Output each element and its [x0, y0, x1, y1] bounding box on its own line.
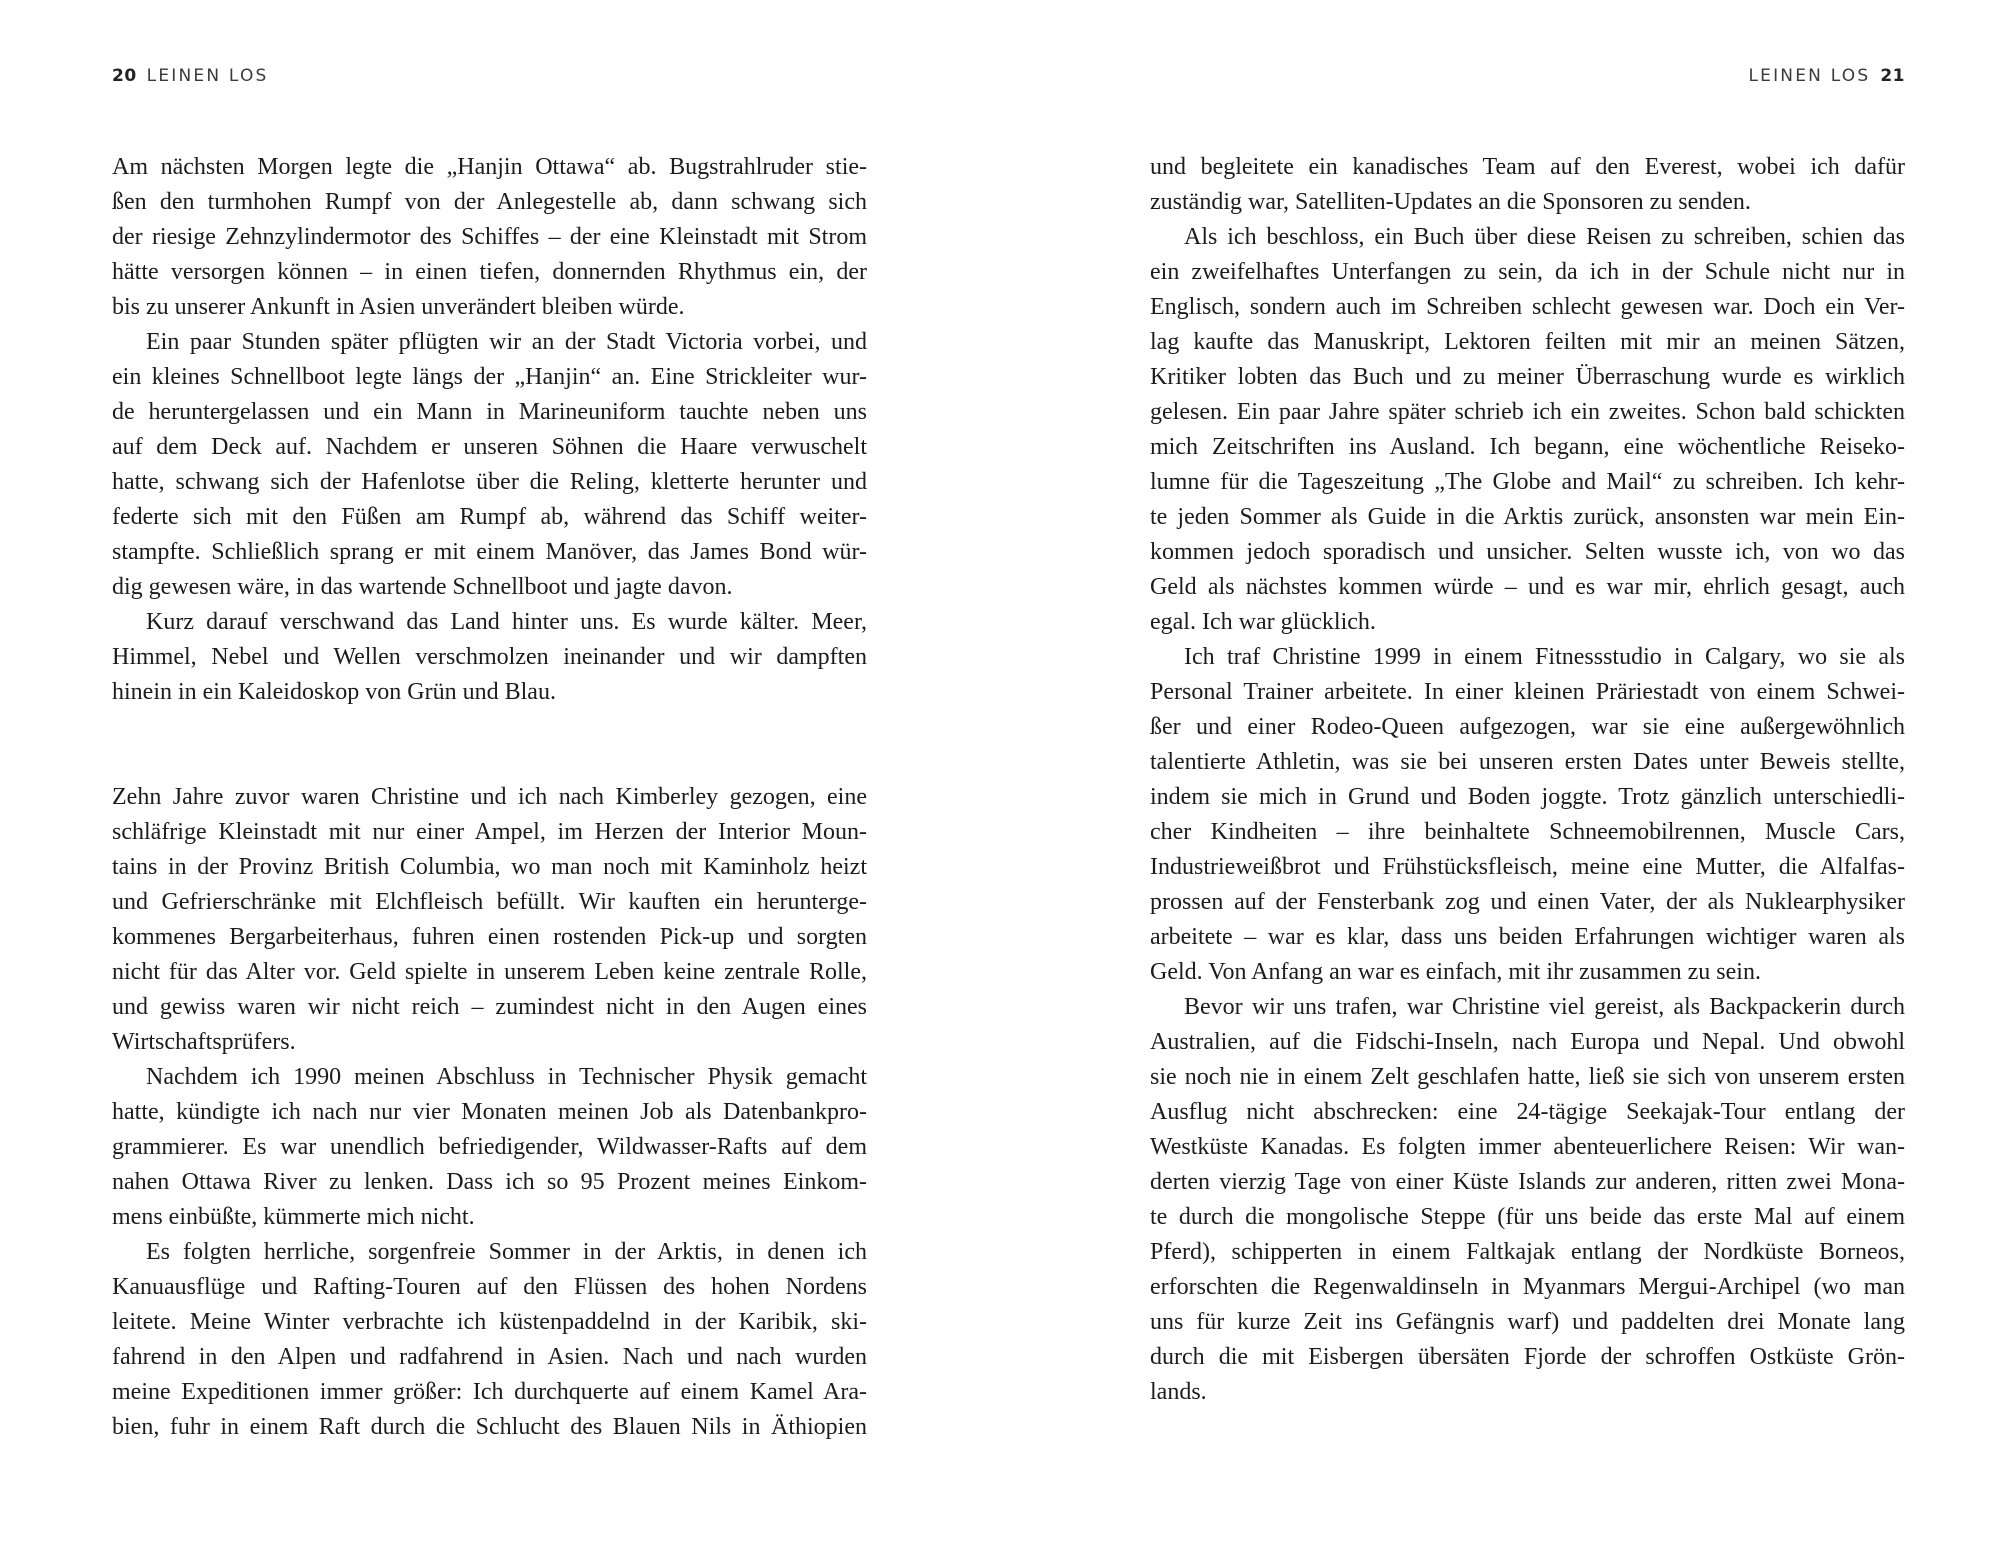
- text-line: und Gefrierschränke mit Elchfleisch befüllt. Wir kauften ein herunterge-: [112, 889, 867, 915]
- text-line: Kritiker lobten das Buch und zu meiner Überraschung wurde es wirklich: [1150, 364, 1905, 390]
- text-line: meine Expeditionen immer größer: Ich durchquerte auf einem Kamel Ara-: [112, 1379, 867, 1405]
- running-title-left: LEINEN LOS: [146, 66, 269, 86]
- text-line: hinein in ein Kaleidoskop von Grün und Blau.: [112, 679, 556, 705]
- text-line: fahrend in den Alpen und radfahrend in Asien. Nach und nach wurden: [112, 1344, 867, 1370]
- text-line: hatte, kündigte ich nach nur vier Monaten meinen Job als Datenbankpro-: [112, 1099, 867, 1125]
- text-line: Geld als nächstes kommen würde – und es war mir, ehrlich gesagt, auch: [1150, 574, 1905, 600]
- text-line: Kurz darauf verschwand das Land hinter uns. Es wurde kälter. Meer,: [146, 609, 867, 635]
- text-line: nahen Ottawa River zu lenken. Dass ich so 95 Prozent meines Einkom-: [112, 1169, 867, 1195]
- text-line: Westküste Kanadas. Es folgten immer abenteuerlichere Reisen: Wir wan-: [1150, 1134, 1905, 1160]
- body-text-left: [112, 150, 867, 1445]
- text-line: der riesige Zehnzylindermotor des Schiffes – der eine Kleinstadt mit Strom: [112, 224, 867, 250]
- text-line: zuständig war, Satelliten-Updates an die Sponsoren zu senden.: [1150, 189, 1751, 215]
- text-line: grammierer. Es war unendlich befriedigender, Wildwasser-Rafts auf dem: [112, 1134, 867, 1160]
- text-line: uns für kurze Zeit ins Gefängnis warf) und paddelten drei Monate lang: [1150, 1309, 1905, 1335]
- text-line: ein zweifelhaftes Unterfangen zu sein, da ich in der Schule nicht nur in: [1150, 259, 1905, 285]
- text-line: kommen jedoch sporadisch und unsicher. Selten wusste ich, von wo das: [1150, 539, 1905, 565]
- body-text-right: [1150, 150, 1905, 1410]
- text-line: leitete. Meine Winter verbrachte ich küstenpaddelnd in der Karibik, ski-: [112, 1309, 867, 1335]
- running-head-left: [112, 66, 269, 86]
- text-line: hatte, schwang sich der Hafenlotse über die Reling, kletterte herunter und: [112, 469, 867, 495]
- text-line: sie noch nie in einem Zelt geschlafen hatte, ließ sie sich von unserem ersten: [1150, 1064, 1905, 1090]
- text-line: egal. Ich war glücklich.: [1150, 609, 1376, 635]
- text-line: Ausflug nicht abschrecken: eine 24-tägige Seekajak-Tour entlang der: [1150, 1099, 1905, 1125]
- text-line: nicht für das Alter vor. Geld spielte in unserem Leben keine zentrale Rolle,: [112, 959, 867, 985]
- text-line: prossen auf der Fensterbank zog und einen Vater, der als Nuklearphysiker: [1150, 889, 1905, 915]
- text-line: cher Kindheiten – ihre beinhaltete Schneemobilrennen, Muscle Cars,: [1150, 819, 1905, 845]
- text-line: Australien, auf die Fidschi-Inseln, nach Europa und Nepal. Und obwohl: [1150, 1029, 1905, 1055]
- text-line: ßen den turmhohen Rumpf von der Anlegestelle ab, dann schwang sich: [112, 189, 867, 215]
- text-line: Himmel, Nebel und Wellen verschmolzen ineinander und wir dampften: [112, 644, 867, 670]
- right-page: [1000, 0, 2000, 1556]
- text-line: Wirtschaftsprüfers.: [112, 1029, 296, 1055]
- text-line: lands.: [1150, 1379, 1207, 1405]
- text-line: Am nächsten Morgen legte die „Hanjin Ottawa“ ab. Bugstrahlruder stie-: [112, 154, 867, 180]
- text-line: Ich traf Christine 1999 in einem Fitnessstudio in Calgary, wo sie als: [1184, 644, 1905, 670]
- text-line: tains in der Provinz British Columbia, wo man noch mit Kaminholz heizt: [112, 854, 867, 880]
- text-line: Pferd), schipperten in einem Faltkajak entlang der Nordküste Borneos,: [1150, 1239, 1905, 1265]
- text-line: Bevor wir uns trafen, war Christine viel gereist, als Backpackerin durch: [1184, 994, 1905, 1020]
- text-line: ßer und einer Rodeo-Queen aufgezogen, war sie eine außergewöhnlich: [1150, 714, 1905, 740]
- running-head-right: [1748, 66, 1905, 86]
- text-line: schläfrige Kleinstadt mit nur einer Ampel, im Herzen der Interior Moun-: [112, 819, 867, 845]
- text-line: Kanuausflüge und Rafting-Touren auf den Flüssen des hohen Nordens: [112, 1274, 867, 1300]
- text-line: mens einbüßte, kümmerte mich nicht.: [112, 1204, 475, 1230]
- text-line: bien, fuhr in einem Raft durch die Schlucht des Blauen Nils in Äthiopien: [112, 1414, 867, 1440]
- page-number-right: 21: [1880, 66, 1905, 86]
- text-line: lumne für die Tageszeitung „The Globe and Mail“ zu schreiben. Ich kehr-: [1150, 469, 1905, 495]
- text-line: hätte versorgen können – in einen tiefen, donnernden Rhythmus ein, der: [112, 259, 867, 285]
- text-line: federte sich mit den Füßen am Rumpf ab, während das Schiff weiter-: [112, 504, 867, 530]
- text-line: indem sie mich in Grund und Boden joggte. Trotz gänzlich unterschiedli-: [1150, 784, 1905, 810]
- section-break: [112, 710, 867, 780]
- text-line: Industrieweißbrot und Frühstücksfleisch, meine eine Mutter, die Alfalfas-: [1150, 854, 1905, 880]
- text-line: Nachdem ich 1990 meinen Abschluss in Technischer Physik gemacht: [146, 1064, 867, 1090]
- text-line: Zehn Jahre zuvor waren Christine und ich nach Kimberley gezogen, eine: [112, 784, 867, 810]
- text-line: talentierte Athletin, was sie bei unseren ersten Dates unter Beweis stellte,: [1150, 749, 1905, 775]
- text-line: lag kaufte das Manuskript, Lektoren feilten mit mir an meinen Sätzen,: [1150, 329, 1905, 355]
- text-line: te durch die mongolische Steppe (für uns beide das erste Mal auf einem: [1150, 1204, 1905, 1230]
- page-number-left: 20: [112, 66, 137, 86]
- text-line: bis zu unserer Ankunft in Asien unverändert bleiben würde.: [112, 294, 685, 320]
- text-line: ein kleines Schnellboot legte längs der „Hanjin“ an. Eine Strickleiter wur-: [112, 364, 867, 390]
- text-line: Ein paar Stunden später pflügten wir an der Stadt Victoria vorbei, und: [146, 329, 867, 355]
- text-line: auf dem Deck auf. Nachdem er unseren Söhnen die Haare verwuschelt: [112, 434, 867, 460]
- text-line: de heruntergelassen und ein Mann in Marineuniform tauchte neben uns: [112, 399, 867, 425]
- text-line: Englisch, sondern auch im Schreiben schlecht gewesen war. Doch ein Ver-: [1150, 294, 1905, 320]
- text-line: durch die mit Eisbergen übersäten Fjorde der schroffen Ostküste Grön-: [1150, 1344, 1905, 1370]
- text-line: Personal Trainer arbeitete. In einer kleinen Präriestadt von einem Schwei-: [1150, 679, 1905, 705]
- text-line: und gewiss waren wir nicht reich – zumindest nicht in den Augen eines: [112, 994, 867, 1020]
- running-title-right: LEINEN LOS: [1748, 66, 1871, 86]
- text-line: Es folgten herrliche, sorgenfreie Sommer in der Arktis, in denen ich: [146, 1239, 867, 1265]
- text-line: Geld. Von Anfang an war es einfach, mit ihr zusammen zu sein.: [1150, 959, 1761, 985]
- text-line: mich Zeitschriften ins Ausland. Ich begann, eine wöchentliche Reiseko-: [1150, 434, 1905, 460]
- text-line: arbeitete – war es klar, dass uns beiden Erfahrungen wichtiger waren als: [1150, 924, 1905, 950]
- text-line: stampfte. Schließlich sprang er mit einem Manöver, das James Bond wür-: [112, 539, 867, 565]
- text-line: dig gewesen wäre, in das wartende Schnellboot und jagte davon.: [112, 574, 733, 600]
- text-line: kommenes Bergarbeiterhaus, fuhren einen rostenden Pick-up und sorgten: [112, 924, 867, 950]
- text-line: derten vierzig Tage von einer Küste Islands zur anderen, ritten zwei Mona-: [1150, 1169, 1905, 1195]
- text-line: erforschten die Regenwaldinseln in Myanmars Mergui-Archipel (wo man: [1150, 1274, 1905, 1300]
- text-line: Als ich beschloss, ein Buch über diese Reisen zu schreiben, schien das: [1184, 224, 1905, 250]
- text-line: und begleitete ein kanadisches Team auf den Everest, wobei ich dafür: [1150, 154, 1905, 180]
- text-line: te jeden Sommer als Guide in die Arktis zurück, ansonsten war mein Ein-: [1150, 504, 1905, 530]
- text-line: gelesen. Ein paar Jahre später schrieb ich ein zweites. Schon bald schickten: [1150, 399, 1905, 425]
